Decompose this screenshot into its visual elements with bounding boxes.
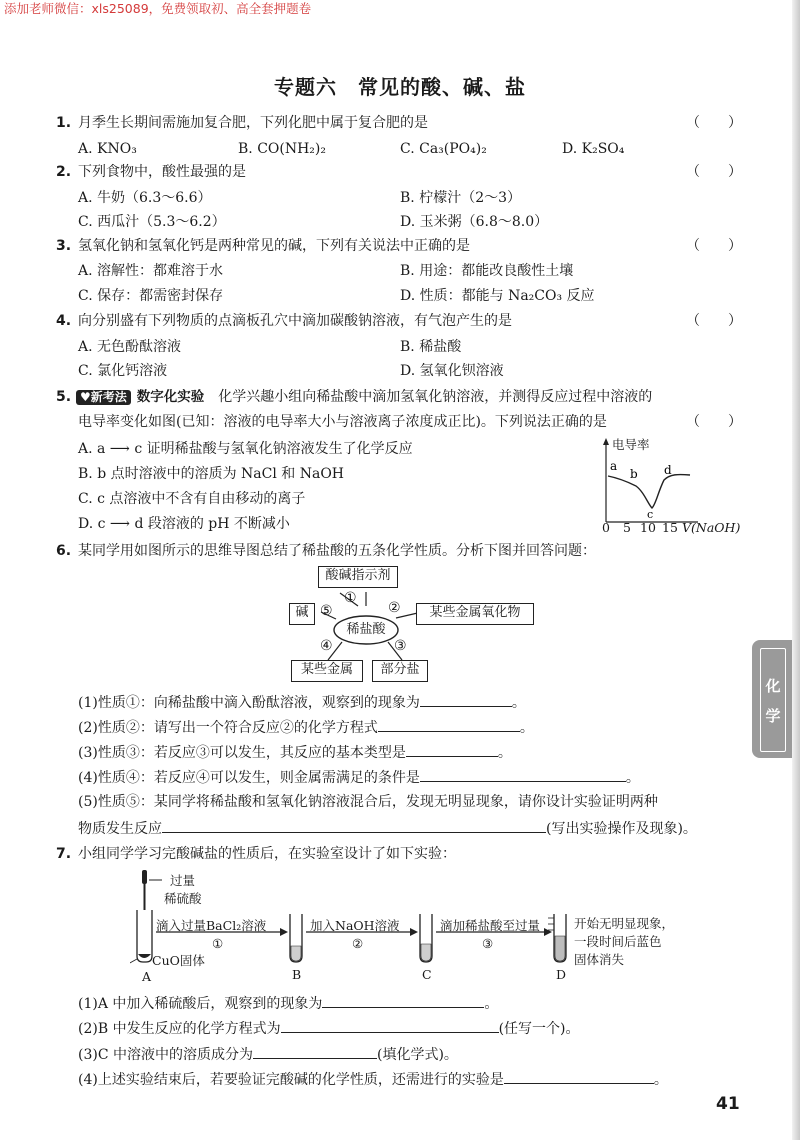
- answer-blank[interactable]: [420, 692, 512, 707]
- question-stem: 月季生长期间需施加复合肥，下列化肥中属于复合肥的是: [78, 115, 428, 131]
- dropper-bulb: [142, 870, 147, 884]
- question-stem: 小组同学学习完酸碱盐的性质后，在实验室设计了如下实验：: [78, 846, 456, 862]
- side-tab-char-1: 化: [765, 677, 781, 695]
- question-stem-line2: 电导率变化如图(已知：溶液的电导率大小与溶液离子浓度成正比)。下列说法正确的是: [78, 414, 607, 430]
- option-c: C. Ca₃(PO₄)₂: [400, 141, 487, 157]
- conductivity-curve: [608, 475, 690, 508]
- answer-blank[interactable]: [162, 818, 546, 833]
- step-3-num: ③: [482, 936, 494, 951]
- answer-blank[interactable]: [281, 1018, 499, 1033]
- option-a: A. KNO₃: [78, 141, 137, 157]
- y-axis-label: 电导率: [612, 437, 650, 452]
- mind-map-right: 某些金属氧化物: [416, 603, 534, 625]
- mind-map-bottom-left: 某些金属: [291, 660, 363, 682]
- point-b-label: b: [630, 467, 638, 481]
- option-c: C. c 点溶液中不含有自由移动的离子: [78, 491, 306, 507]
- option-a: A. 牛奶（6.3～6.6）: [78, 190, 212, 206]
- page-title: 专题六 常见的酸、碱、盐: [274, 75, 526, 99]
- question-number: 7.: [56, 846, 72, 862]
- answer-blank[interactable]: [504, 1069, 654, 1084]
- sub-question-5-line2: 物质发生反应 (写出实验操作及现象)。: [78, 818, 697, 838]
- observation-line3: 固体消失: [574, 952, 625, 967]
- mind-map-top: 酸碱指示剂: [318, 566, 398, 588]
- x-tick-5: 5: [623, 520, 631, 535]
- x-axis-label: V(NaOH): [682, 520, 741, 535]
- question-number: 1.: [56, 115, 72, 131]
- side-tab-char-2: 学: [765, 707, 781, 725]
- solid-label: CuO固体: [152, 953, 205, 968]
- sub-question-1: (1)A 中加入稀硫酸后，观察到的现象为 。: [78, 993, 498, 1013]
- step-2-label: 加入NaOH溶液: [310, 918, 400, 933]
- answer-blank[interactable]: [378, 717, 520, 732]
- option-d: D. 氢氧化钡溶液: [400, 363, 504, 379]
- x-tick-0: 0: [602, 520, 610, 535]
- x-tick-15: 15: [662, 520, 678, 535]
- answer-parentheses[interactable]: （ ）: [686, 414, 742, 430]
- question-number: 3.: [56, 238, 72, 254]
- sub-question-4: (4)上述实验结束后，若要验证完酸碱的化学性质，还需进行的实验是 。: [78, 1069, 668, 1089]
- answer-blank[interactable]: [406, 742, 498, 757]
- option-a: A. 溶解性：都难溶于水: [78, 263, 224, 279]
- answer-parentheses[interactable]: （ ）: [686, 115, 742, 131]
- sub-question-3: (3)性质③：若反应③可以发生，其反应的基本类型是 。: [78, 742, 512, 762]
- mind-map-num-3: ③: [394, 638, 407, 654]
- question-stem: 某同学用如图所示的思维导图总结了稀盐酸的五条化学性质。分析下图并回答问题：: [78, 543, 596, 559]
- option-a: A. 无色酚酞溶液: [78, 339, 182, 355]
- tube-b-label: B: [292, 967, 302, 982]
- sub-question-1: (1)性质①：向稀盐酸中滴入酚酞溶液，观察到的现象为 。: [78, 692, 526, 712]
- option-d: D. 玉米粥（6.8～8.0）: [400, 214, 549, 230]
- option-c: C. 西瓜汁（5.3～6.2）: [78, 214, 226, 230]
- answer-parentheses[interactable]: （ ）: [686, 313, 742, 329]
- option-c: C. 保存：都需密封保存: [78, 288, 224, 304]
- question-number: 6.: [56, 543, 72, 559]
- page-number: 41: [716, 1094, 740, 1114]
- step-2-num: ②: [352, 936, 364, 951]
- option-b: B. 稀盐酸: [400, 339, 462, 355]
- answer-blank[interactable]: [420, 767, 626, 782]
- option-b: B. b 点时溶液中的溶质为 NaCl 和 NaOH: [78, 466, 345, 482]
- observation-line2: 一段时间后蓝色: [574, 934, 662, 949]
- observation-line1: 开始无明显现象，: [574, 916, 675, 931]
- sub-question-2: (2)B 中发生反应的化学方程式为 (任写一个)。: [78, 1018, 580, 1038]
- acid-label-1: 过量: [170, 873, 196, 888]
- answer-parentheses[interactable]: （ ）: [686, 164, 742, 180]
- acid-label-2: 稀硫酸: [164, 891, 202, 906]
- question-number: 2.: [56, 164, 72, 180]
- answer-parentheses[interactable]: （ ）: [686, 238, 742, 254]
- sub-question-3: (3)C 中溶液中的溶质成分为 (填化学式)。: [78, 1044, 458, 1064]
- mind-map-bottom-right: 部分盐: [372, 660, 428, 682]
- step-1-num: ①: [212, 936, 224, 951]
- mind-map-num-5: ⑤: [320, 603, 333, 619]
- point-c-label: c: [647, 508, 654, 521]
- step-1-label: 滴入过量BaCl₂溶液: [156, 918, 267, 933]
- question-stem-line1: [76, 388, 652, 406]
- sub-question-4: (4)性质④：若反应④可以发生，则金属需满足的条件是 。: [78, 767, 640, 787]
- y-axis-arrow: [603, 438, 609, 445]
- new-method-badge: ♥新考法: [76, 390, 131, 405]
- page-edge-shadow: [792, 0, 800, 1140]
- mind-map-num-4: ④: [320, 638, 333, 654]
- answer-blank[interactable]: [253, 1044, 377, 1059]
- tube-d-label: D: [556, 967, 567, 982]
- sub-question-2: (2)性质②：请写出一个符合反应②的化学方程式 。: [78, 717, 534, 737]
- option-a: A. a ⟶ c 证明稀盐酸与氢氧化钠溶液发生了化学反应: [78, 441, 413, 457]
- mind-map-num-1: ①: [344, 590, 357, 606]
- question-number: 4.: [56, 313, 72, 329]
- mind-map-center: 稀盐酸: [346, 622, 386, 637]
- tube-c-label: C: [422, 967, 432, 982]
- stem-text: 化学兴趣小组向稀盐酸中滴加氢氧化钠溶液，并测得反应过程中溶液的: [218, 389, 653, 405]
- option-b: B. 用途：都能改良酸性土壤: [400, 263, 574, 279]
- x-tick-10: 10: [640, 520, 656, 535]
- option-b: B. 柠檬汁（2～3）: [400, 190, 522, 206]
- point-d-label: d: [664, 463, 672, 477]
- step-3-label: 滴加稀盐酸至过量: [440, 918, 541, 933]
- tube-a-label: A: [142, 969, 152, 984]
- question-stem: 下列食物中，酸性最强的是: [78, 164, 246, 180]
- option-d: D. 性质：都能与 Na₂CO₃ 反应: [400, 288, 595, 304]
- question-number: 5.: [56, 389, 72, 405]
- mind-map-left: 碱: [289, 603, 315, 625]
- subject-side-tab: [752, 640, 792, 758]
- answer-blank[interactable]: [322, 993, 484, 1008]
- option-c: C. 氯化钙溶液: [78, 363, 168, 379]
- mind-map-num-2: ②: [388, 600, 401, 616]
- question-stem: 向分别盛有下列物质的点滴板孔穴中滴加碳酸钠溶液，有气泡产生的是: [78, 313, 512, 329]
- option-d: D. c ⟶ d 段溶液的 pH 不断减小: [78, 516, 290, 532]
- sub-question-5-line1: (5)性质⑤：某同学将稀盐酸和氢氧化钠溶液混合后，发现无明显现象，请你设计实验证明两种: [78, 794, 658, 810]
- topic-label: 数字化实验: [136, 389, 205, 405]
- question-stem: 氢氧化钠和氢氧化钙是两种常见的碱，下列有关说法中正确的是: [78, 238, 470, 254]
- watermark: 添加老师微信：xls25089，免费领取初、高全套押题卷: [4, 1, 312, 16]
- option-b: B. CO(NH₂)₂: [238, 141, 326, 157]
- option-d: D. K₂SO₄: [562, 141, 625, 157]
- point-a-label: a: [610, 459, 618, 473]
